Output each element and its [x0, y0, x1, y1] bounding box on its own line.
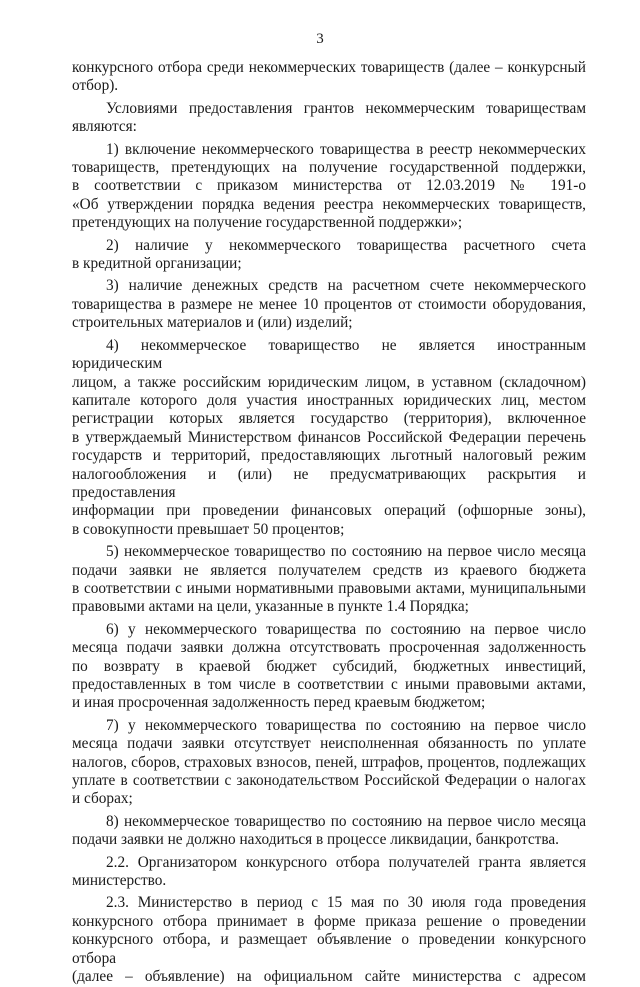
paragraph-line: 5) некоммерческое товарищество по состоянию на первое число месяца	[106, 543, 586, 561]
paragraph-line: государств и территорий, предоставляющих льготный налоговый режим	[72, 447, 586, 465]
paragraph-line: конкурсного отбора принимает в форме приказа решение о проведении	[72, 912, 586, 930]
paragraph-line: месяца подачи заявки отсутствует неисполненная обязанность по уплате	[72, 735, 586, 753]
paragraph-line: предоставленных в том числе в соответствии с иными правовыми актами,	[72, 676, 586, 693]
paragraph-line: конкурсного отбора, и размещает объявление о проведении конкурсного отбора	[72, 931, 586, 967]
paragraph-line: регистрации которых является государство (территория), включенное	[72, 410, 586, 428]
paragraph-line: в совокупности превышает 50 процентов;	[72, 520, 345, 538]
paragraph-line: налогов, сборов, страховых взносов, пеней, штрафов, процентов, подлежащих	[72, 753, 586, 771]
paragraph-line: в кредитной организации;	[72, 255, 242, 273]
paragraph-line: месяца подачи заявки должна отсутствовать просроченная задолженность	[72, 639, 586, 657]
paragraph-line: в соответствии с иными нормативными правовыми актами, муниципальными	[72, 579, 586, 597]
paragraph-line: «Об утверждении порядка ведения реестра некоммерческих товариществ,	[72, 195, 586, 213]
paragraph-line: подачи заявки не является получателем средств из краевого бюджета	[72, 561, 586, 579]
paragraph-line: подачи заявки не должно находиться в процессе ликвидации, банкротства.	[72, 831, 559, 849]
paragraph-line: 2.3. Министерство в период с 15 мая по 30 июля года проведения	[106, 894, 586, 912]
paragraph-line: 1) включение некоммерческого товарищества в реестр некоммерческих	[106, 140, 586, 158]
paragraph-line: информации при проведении финансовых операций (офшорные зоны),	[72, 502, 586, 520]
paragraph-line: 6) у некоммерческого товарищества по состоянию на первое число	[106, 620, 586, 638]
paragraph-line: претендующих на получение государственной поддержки»;	[72, 214, 463, 232]
paragraph-line: в соответствии с приказом министерства от 12.03.2019 № 191-о	[72, 177, 586, 195]
paragraph-line: товариществ, претендующих на получение государственной поддержки,	[72, 159, 586, 177]
paragraph-line: министерство.	[72, 872, 167, 890]
page-number: 3	[316, 31, 324, 47]
paragraph-line: (далее – объявление) на официальном сайте министерства с адресом	[72, 968, 586, 986]
paragraph-line: являются:	[72, 118, 137, 136]
paragraph-line: 2.2. Организатором конкурсного отбора получателей гранта является	[106, 853, 586, 871]
document-body	[72, 59, 586, 987]
paragraph-line: правовыми актами на цели, указанные в пункте 1.4 Порядка;	[72, 598, 469, 616]
paragraph-line: отбор).	[72, 77, 119, 95]
paragraph-line: уплате в соответствии с законодательством Российской Федерации о налогах	[72, 772, 586, 790]
paragraph-line: 2) наличие у некоммерческого товарищества расчетного счета	[106, 236, 586, 254]
paragraph-line: в утверждаемый Министерством финансов Российской Федерации перечень	[72, 428, 586, 446]
paragraph-line: конкурсного отбора среди некоммерческих товариществ (далее – конкурсный	[72, 59, 586, 76]
paragraph-line: 3) наличие денежных средств на расчетном счете некоммерческого	[106, 277, 586, 295]
paragraph-line: 4) некоммерческое товарищество не является иностранным юридическим	[72, 336, 586, 373]
paragraph-line: налогообложения и (или) не предусматривающих раскрытия и предоставления	[72, 465, 586, 501]
paragraph-line: по возврату в краевой бюджет субсидий, бюджетных инвестиций,	[72, 657, 586, 675]
paragraph-line: 7) у некоммерческого товарищества по состоянию на первое число	[106, 716, 586, 734]
paragraph-line: 8) некоммерческое товарищество по состоянию на первое число месяца	[106, 812, 586, 830]
paragraph-line: и иная просроченная задолженность перед краевым бюджетом;	[72, 694, 486, 712]
paragraph-line: строительных материалов и (или) изделий;	[72, 314, 353, 332]
paragraph-line: товарищества в размере не менее 10 процентов от стоимости оборудования,	[72, 295, 586, 313]
paragraph-line: и сборах;	[72, 790, 133, 808]
paragraph-line: лицом, а также российским юридическим лицом, в уставном (складочном)	[72, 373, 586, 391]
paragraph-line: Условиями предоставления грантов некоммерческим товариществам	[106, 99, 586, 117]
paragraph-line: капитале которого доля участия иностранных юридических лиц, местом	[72, 391, 586, 409]
